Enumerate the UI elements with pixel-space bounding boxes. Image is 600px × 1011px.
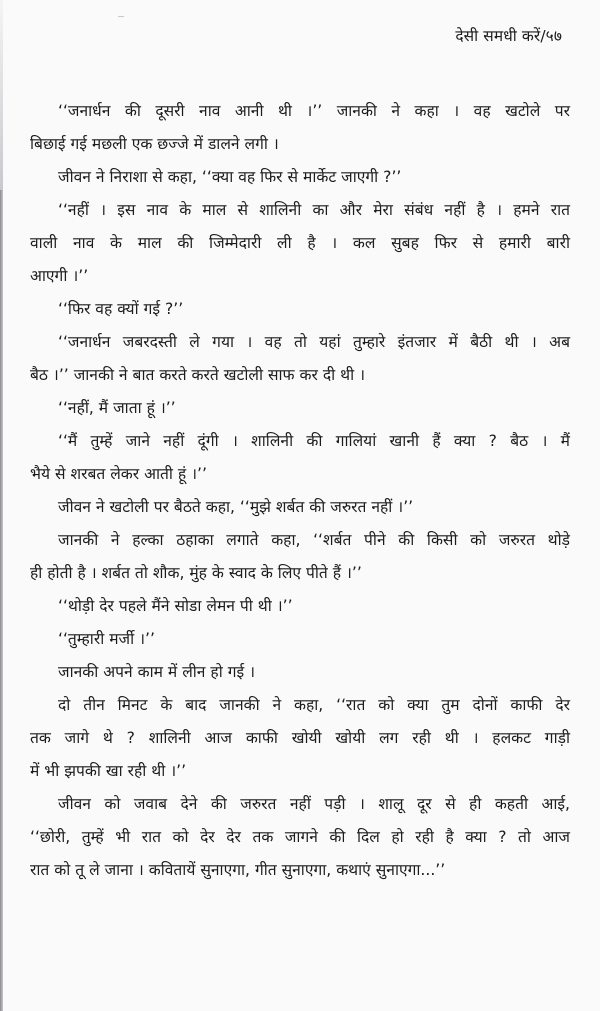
- text-line: में भी झपकी खा रही थी ।’’: [30, 762, 187, 780]
- text-line: वाली नाव के माल की जिम्मेदारी ली है । कल सुबह फिर से हमारी बारी: [30, 234, 570, 252]
- text-line: दो तीन मिनट के बाद जानकी ने कहा, ‘‘रात को क्या तुम दोनों काफी देर: [58, 696, 570, 714]
- running-header: देसी समधी करें/५७: [455, 27, 562, 45]
- text-line: ‘‘फिर वह क्यों गई ?’’: [58, 300, 184, 318]
- text-line: बैठ ।’’ जानकी ने बात करते करते खटोली साफ कर दी थी ।: [30, 366, 365, 384]
- text-line: ‘‘नहीं । इस नाव के माल से शालिनी का और मेरा संबंध नहीं है । हमने रात: [58, 201, 570, 219]
- scan-speck: [118, 16, 124, 17]
- text-line: ‘‘तुम्हारी मर्जी ।’’: [58, 630, 155, 648]
- text-line: ‘‘जनार्धन की दूसरी नाव आनी थी ।’’ जानकी ने कहा । वह खटोले पर: [58, 102, 570, 120]
- text-line: भैये से शरबत लेकर आती हूं ।’’: [30, 465, 207, 483]
- text-line: जीवन ने निराशा से कहा, ‘‘क्या वह फिर से मार्केट जाएगी ?’’: [58, 168, 402, 186]
- page-binding-edge: [0, 190, 3, 1011]
- page-body-text: [30, 95, 570, 887]
- text-line: आएगी ।’’: [30, 267, 89, 285]
- text-line: ही होती है । शर्बत तो शौक, मुंह के स्वाद के लिए पीते हैं ।’’: [30, 564, 362, 582]
- text-line: जानकी अपने काम में लीन हो गई ।: [58, 663, 255, 681]
- text-line: तक जागे थे ? शालिनी आज काफी खोयी खोयी लग रही थी । हलकट गाड़ी: [30, 729, 570, 747]
- text-line: रात को तू ले जाना । कवितायें सुनाएगा, गीत सुनाएगा, कथाएं सुनाएगा...’’: [30, 861, 446, 879]
- text-line: जानकी ने हल्का ठहाका लगाते कहा, ‘‘शर्बत पीने की किसी को जरुरत थोड़े: [58, 531, 570, 549]
- text-line: ‘‘थोड़ी देर पहले मैंने सोडा लेमन पी थी ।’’: [58, 597, 293, 615]
- text-line: ‘‘मैं तुम्हें जाने नहीं दूंगी । शालिनी की गालियां खानी हैं क्या ? बैठ । मैं: [58, 432, 570, 450]
- page-binding-edge-top: [0, 0, 3, 190]
- text-line: बिछाई गई मछली एक छज्जे में डालने लगी ।: [30, 135, 279, 153]
- text-line: ‘‘जनार्धन जबरदस्ती ले गया । वह तो यहां तुम्हारे इंतजार में बैठी थी । अब: [58, 333, 570, 351]
- text-line: जीवन ने खटोली पर बैठते कहा, ‘‘मुझे शर्बत की जरुरत नहीं ।’’: [58, 498, 414, 516]
- text-line: जीवन को जवाब देने की जरुरत नहीं पड़ी । शालू दूर से ही कहती आई,: [58, 795, 570, 813]
- text-line: ‘‘छोरी, तुम्हें भी रात को देर देर तक जागने की दिल हो रही है क्या ? तो आज: [30, 828, 570, 846]
- text-line: ‘‘नहीं, मैं जाता हूं ।’’: [58, 399, 176, 417]
